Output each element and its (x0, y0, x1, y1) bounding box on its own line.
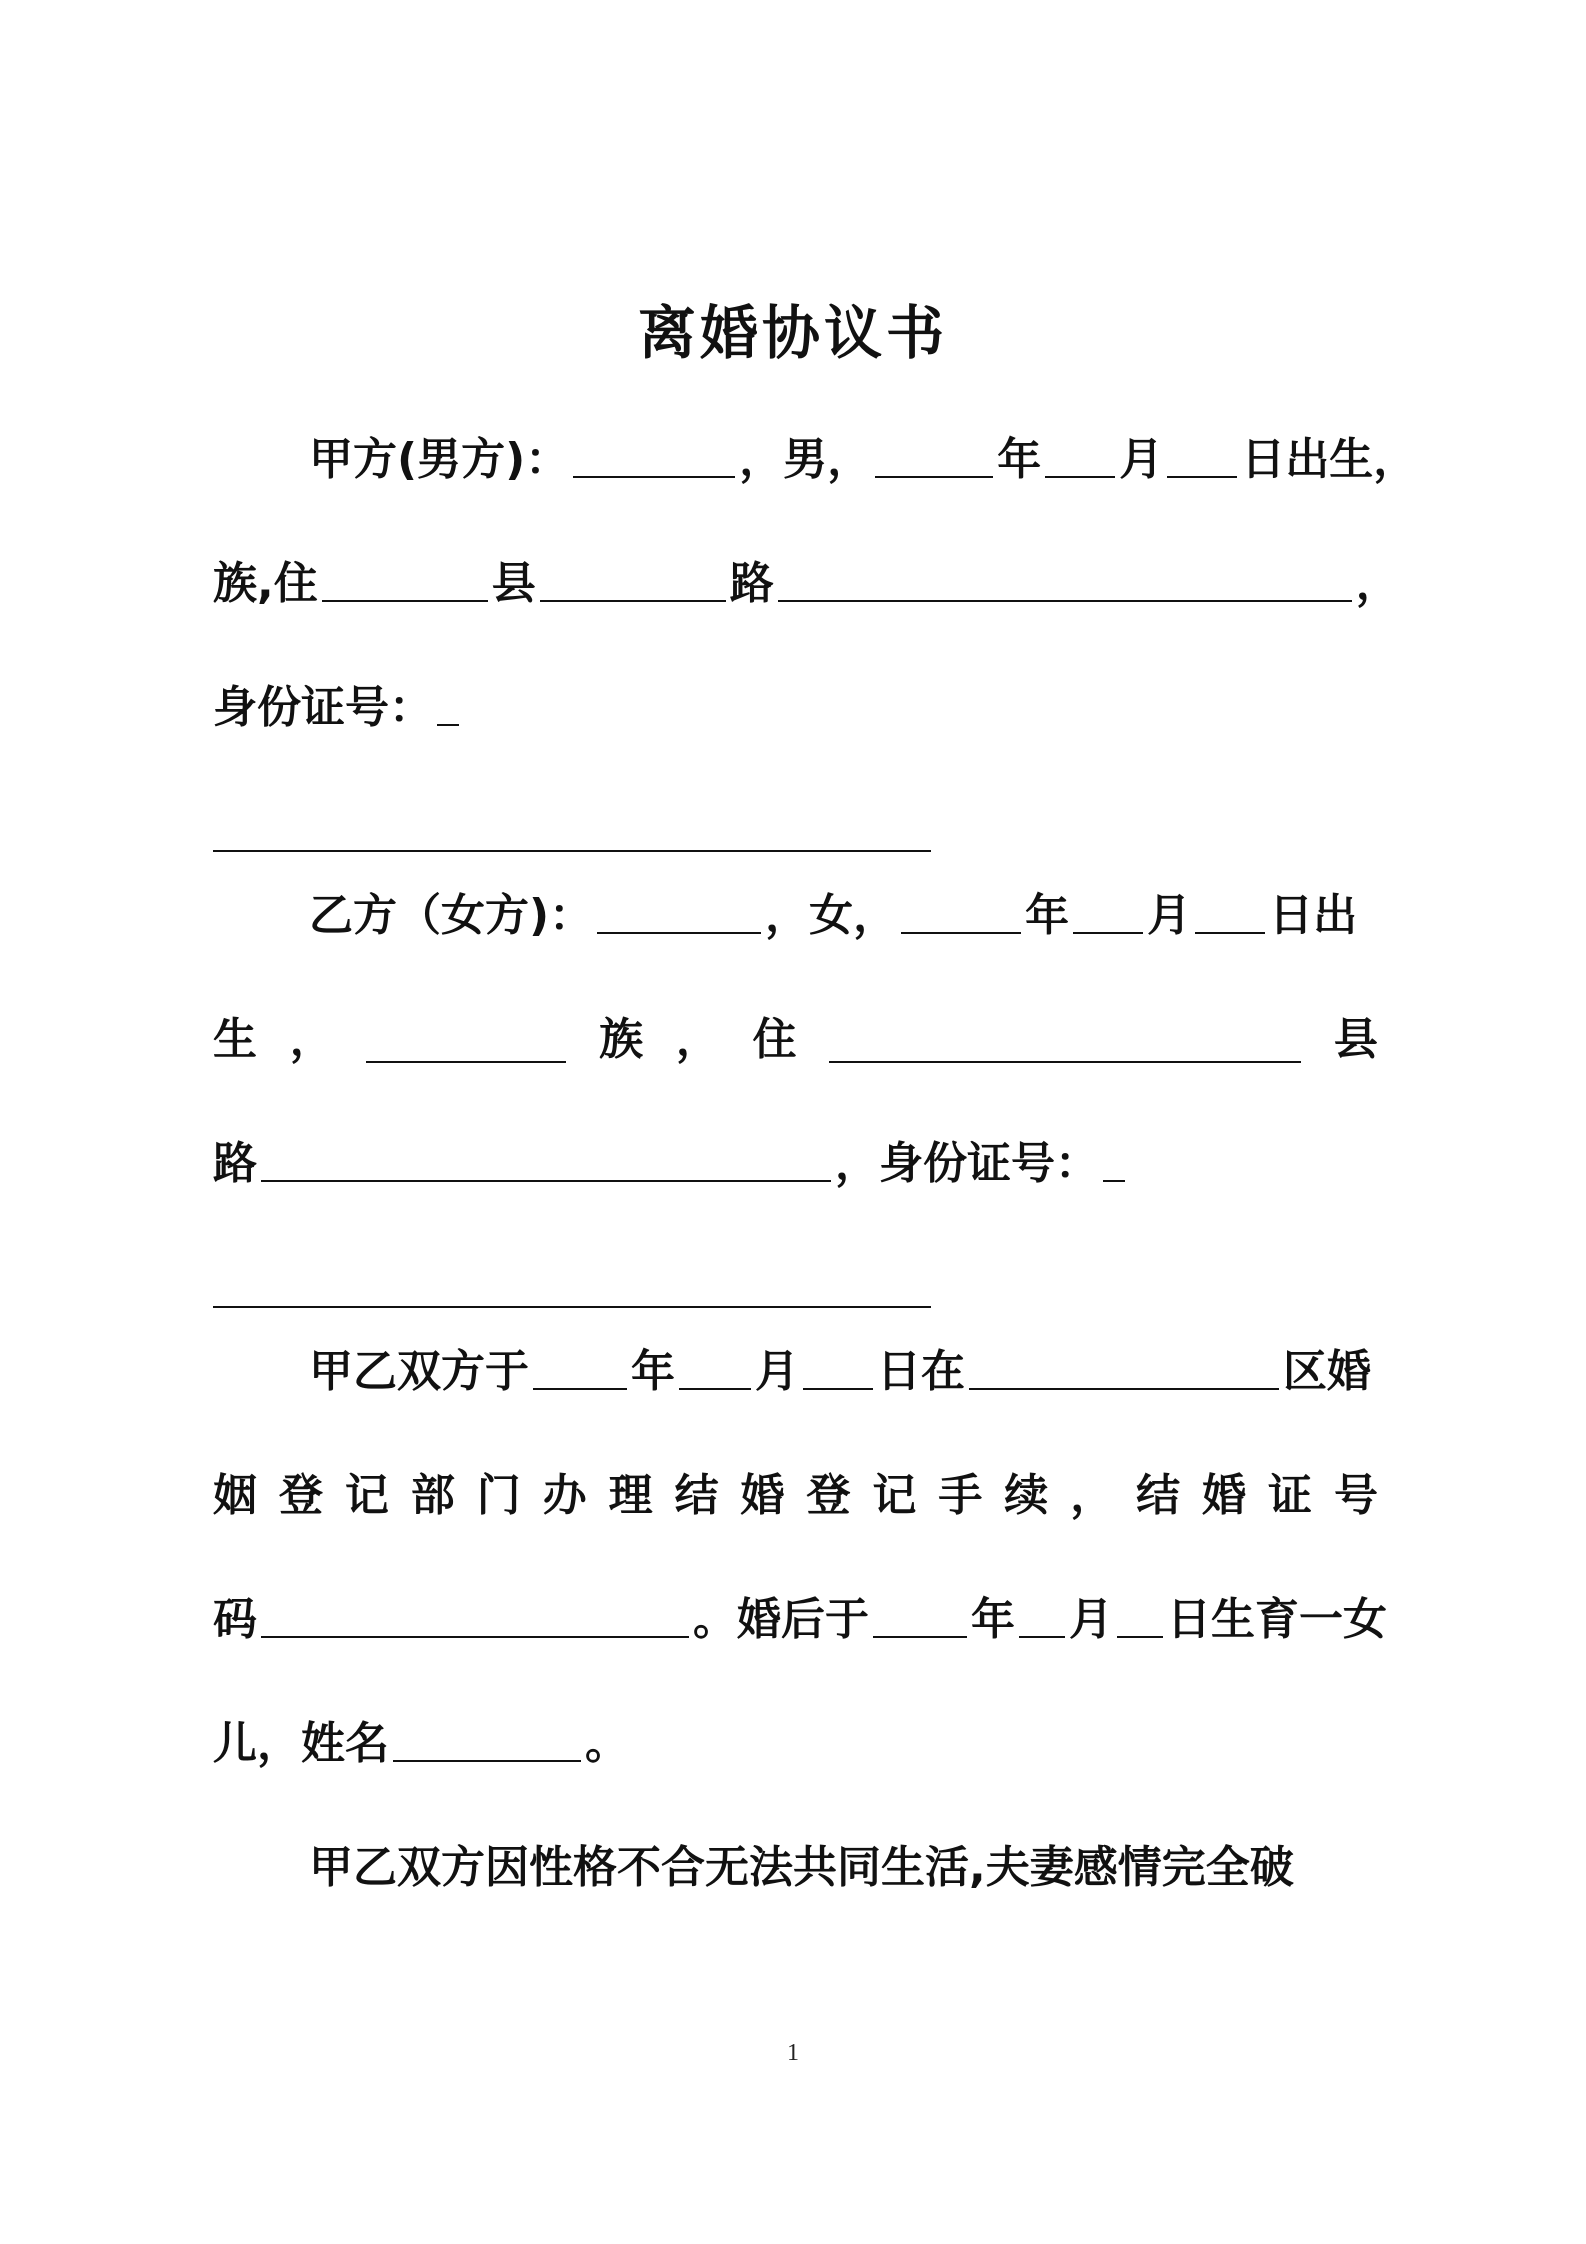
party-b-name-blank[interactable] (597, 888, 761, 934)
registration-char: 记 (872, 1470, 917, 1521)
registration-char: 登 (278, 1470, 323, 1521)
child-birth-month-blank[interactable] (1019, 1592, 1065, 1638)
party-a-name-blank[interactable] (573, 432, 735, 478)
child-birth-year-blank[interactable] (873, 1592, 967, 1638)
registration-char: 姻 (213, 1470, 257, 1521)
party-a-line-3 (213, 672, 1378, 744)
registration-char: 理 (608, 1470, 653, 1521)
party-a-id-label: 身份证号： (213, 682, 433, 733)
marriage-month-label: 月 (755, 1346, 799, 1397)
party-b-id-label: ，身份证号： (835, 1138, 1099, 1189)
registration-char: 手 (938, 1470, 983, 1521)
marriage-date-label: 甲乙双方于 (309, 1346, 529, 1397)
party-a-year-blank[interactable] (875, 432, 993, 478)
party-b-road-label: 路 (213, 1138, 257, 1189)
party-b-day-blank[interactable] (1195, 888, 1265, 934)
child-birth-label: 日生育一女 (1167, 1594, 1387, 1645)
party-a-city-blank[interactable] (322, 556, 488, 602)
marriage-line-4 (213, 1708, 1378, 1780)
party-a-line-2 (213, 548, 1400, 620)
party-a-line-end: ， (1355, 558, 1400, 609)
marriage-year-blank[interactable] (533, 1344, 627, 1390)
registration-char: 部 (410, 1470, 455, 1521)
reason-line-1: 甲乙双方因性格不合无法共同生活,夫妻感情完全破 (309, 1842, 1294, 1893)
party-b-live-label: 住 (752, 1014, 797, 1065)
child-name-blank[interactable] (393, 1716, 581, 1762)
party-b-born-label: 日出 (1269, 890, 1358, 941)
marriage-year-label: 年 (631, 1346, 675, 1397)
child-birth-day-blank[interactable] (1117, 1592, 1163, 1638)
registration-char: 证 (1268, 1470, 1312, 1521)
registration-char: 结 (674, 1470, 719, 1521)
marriage-registration-text (213, 1460, 1378, 1532)
party-b-comma-1: ， (289, 1014, 334, 1065)
party-b-city-blank[interactable] (829, 1017, 1301, 1063)
party-a-id-blank[interactable] (213, 850, 931, 852)
party-b-label: 乙方（女方)： (309, 890, 594, 941)
child-name-label: 儿，姓名 (213, 1718, 389, 1769)
party-a-month-blank[interactable] (1045, 432, 1115, 478)
party-b-ethnic-label: 族 (599, 1014, 644, 1065)
party-a-line-1 (213, 424, 1474, 496)
registration-char: 门 (476, 1470, 521, 1521)
registration-char: 号 (1333, 1470, 1378, 1521)
party-b-month-blank[interactable] (1073, 888, 1143, 934)
marriage-code-label: 码 (213, 1594, 257, 1645)
party-b-month-label: 月 (1147, 890, 1192, 941)
marriage-district-label: 区婚 (1283, 1346, 1371, 1397)
party-b-ethnic-blank[interactable] (366, 1017, 566, 1063)
party-b-road-blank[interactable] (261, 1136, 831, 1182)
party-b-line-2 (213, 1004, 1378, 1076)
child-month-label: 月 (1069, 1594, 1113, 1645)
registration-char: 续 (1004, 1470, 1049, 1521)
marriage-month-blank[interactable] (679, 1344, 751, 1390)
party-a-county-blank[interactable] (540, 556, 726, 602)
marriage-line-3 (213, 1584, 1387, 1656)
party-a-year-label: 年 (997, 434, 1042, 485)
marriage-cert-number-blank[interactable] (261, 1592, 689, 1638)
registration-char: 办 (542, 1470, 587, 1521)
party-b-line-3 (213, 1128, 1378, 1200)
party-b-year-blank[interactable] (901, 888, 1021, 934)
registration-char: 结 (1136, 1470, 1181, 1521)
party-a-road-blank[interactable] (778, 556, 1352, 602)
party-b-id-blank-start[interactable] (1103, 1136, 1125, 1182)
party-b-year-label: 年 (1025, 890, 1070, 941)
page-number: 1 (787, 2040, 799, 2066)
party-a-county-label: 县 (491, 558, 536, 609)
party-a-id-blank-start[interactable] (437, 680, 459, 726)
marriage-line-1 (213, 1336, 1474, 1408)
party-b-county-label: 县 (1333, 1014, 1378, 1065)
party-a-gender: ，男， (739, 434, 872, 485)
child-line-end: 。 (585, 1718, 629, 1769)
document-title: 离婚协议书 (637, 299, 948, 367)
marriage-at-label: 日在 (877, 1346, 965, 1397)
party-a-day-blank[interactable] (1167, 432, 1237, 478)
party-a-ethnic-live-label: 族,住 (213, 558, 318, 609)
registration-char: 记 (344, 1470, 389, 1521)
party-b-gender: ，女， (765, 890, 898, 941)
child-year-label: 年 (971, 1594, 1015, 1645)
party-b-id-blank[interactable] (213, 1306, 931, 1308)
party-b-line-1 (213, 880, 1474, 952)
registration-char: 婚 (740, 1470, 785, 1521)
marriage-line-2 (213, 1460, 1378, 1532)
party-a-born-label: 日出生， (1241, 434, 1418, 485)
registration-char: 登 (806, 1470, 851, 1521)
registration-char: 婚 (1202, 1470, 1247, 1521)
after-marriage-label: 。婚后于 (693, 1594, 869, 1645)
party-a-month-label: 月 (1119, 434, 1164, 485)
party-a-road-label: 路 (729, 558, 774, 609)
marriage-district-blank[interactable] (969, 1344, 1279, 1390)
party-a-label: 甲方(男方)： (309, 434, 570, 485)
registration-char: ， (1070, 1470, 1115, 1521)
party-b-comma-2: ， (675, 1014, 720, 1065)
party-b-born-cont: 生 (213, 1014, 257, 1065)
marriage-day-blank[interactable] (803, 1344, 873, 1390)
